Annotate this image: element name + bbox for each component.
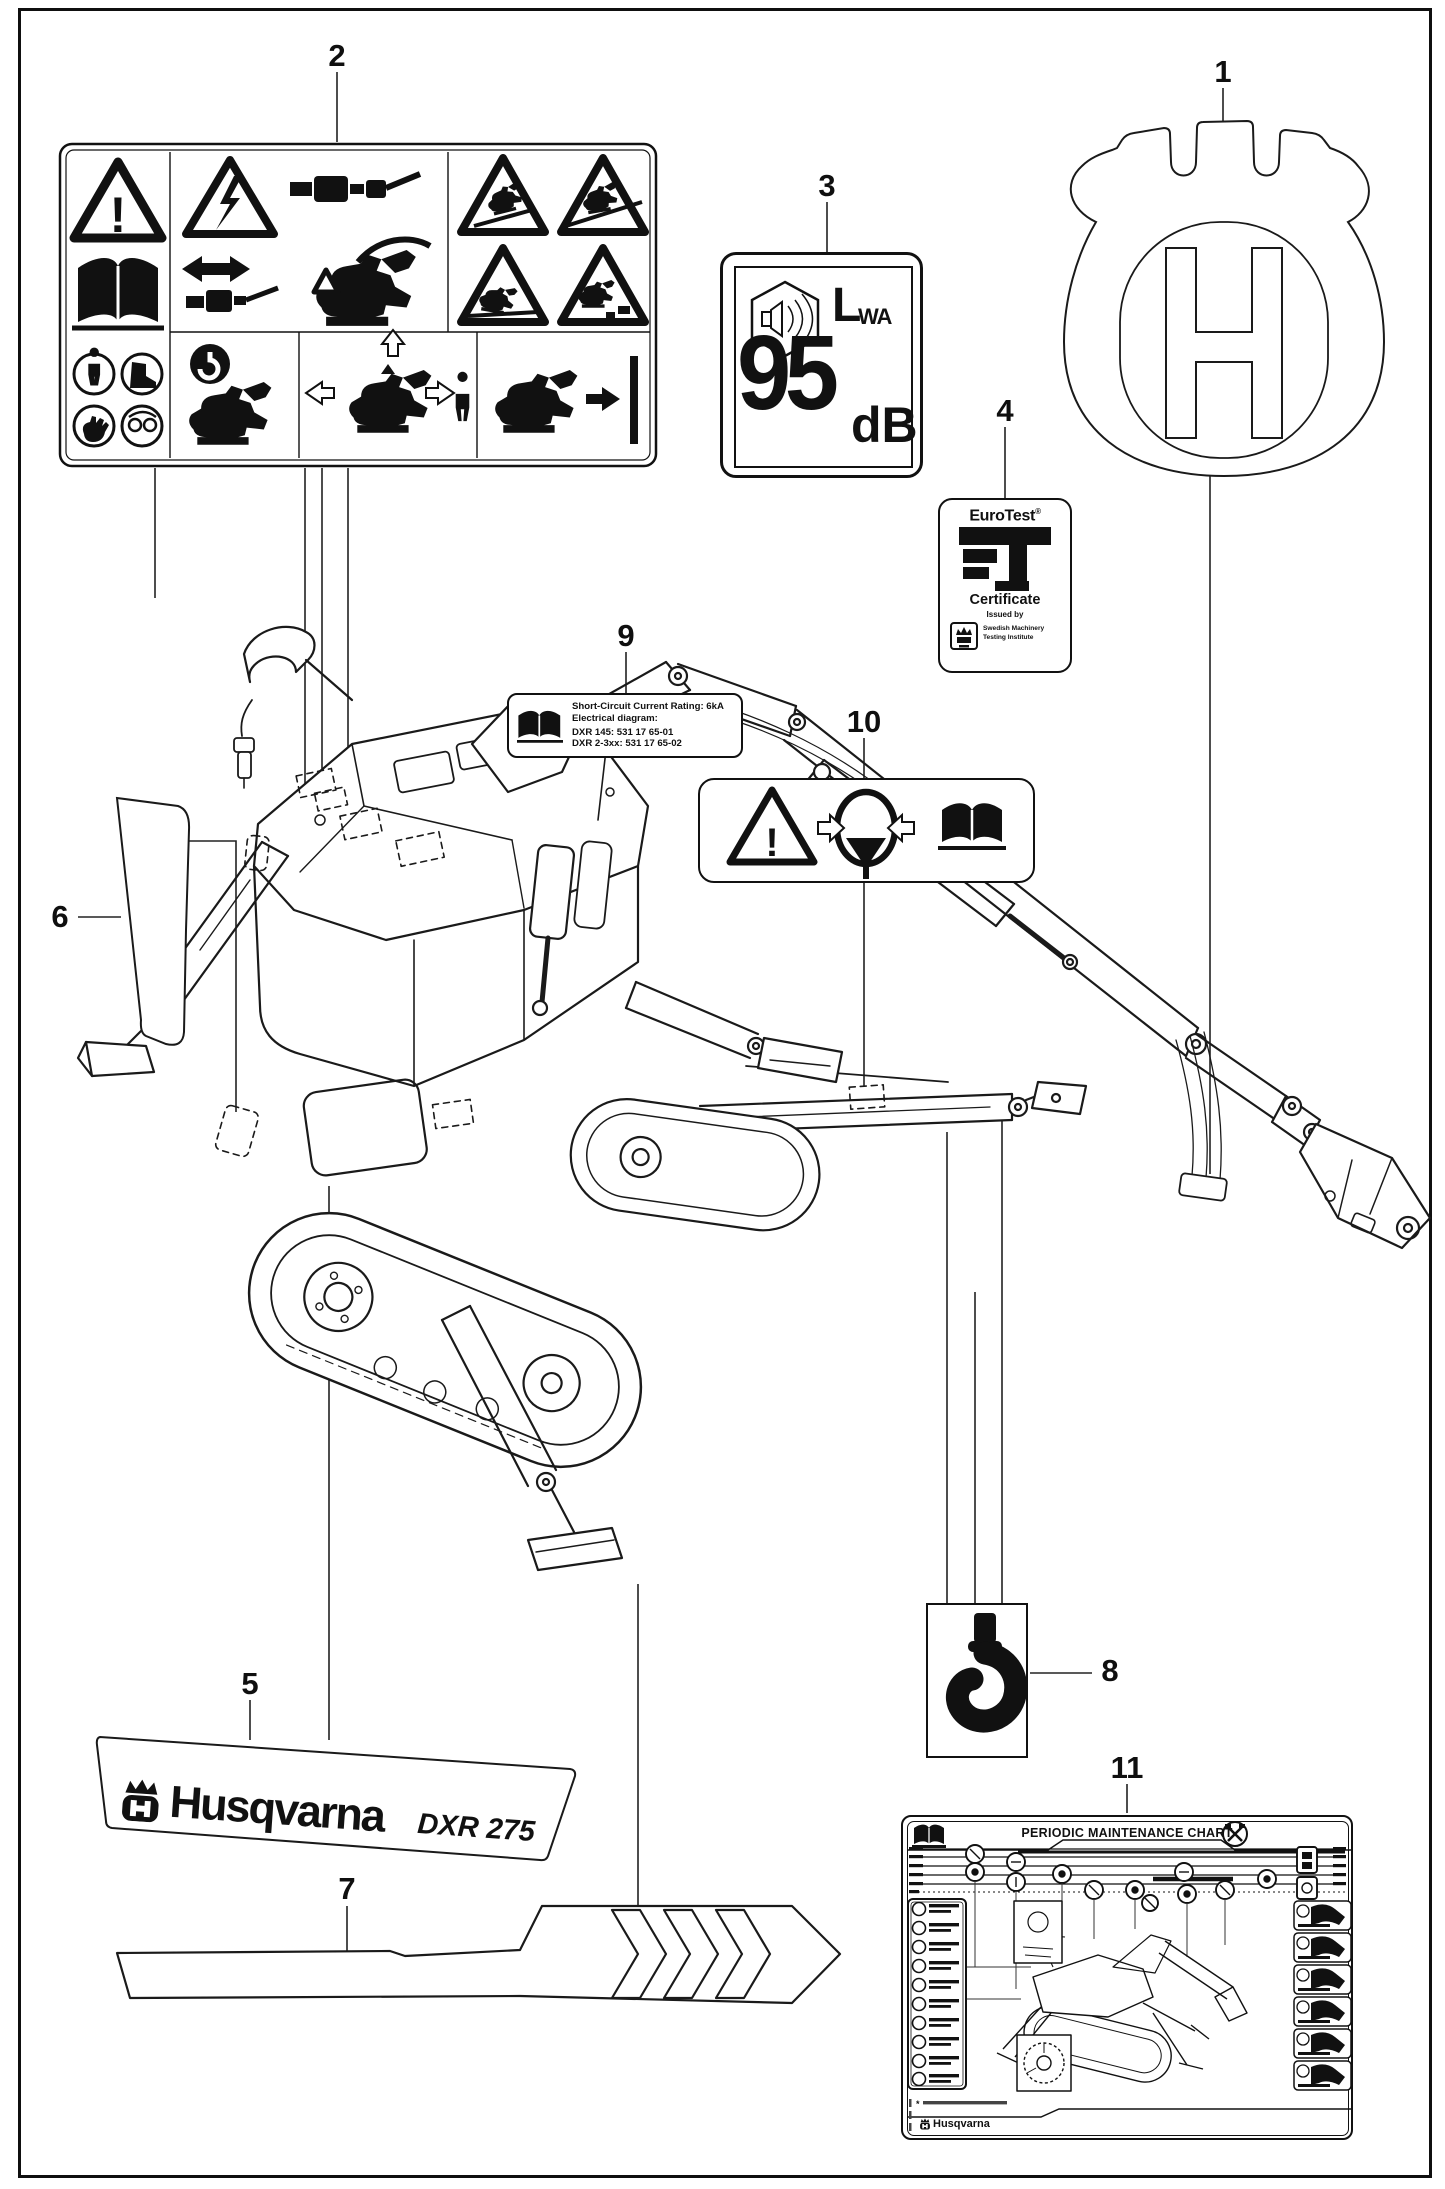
callout-4: 4 [996,393,1014,428]
front-right-outrigger [626,982,842,1082]
issued-by-text: Issued by [986,610,1024,620]
model-number: DXR 275 [416,1807,537,1848]
machine-body [254,712,648,1177]
warning-decal-cluster [58,142,658,468]
front-track [225,1189,665,1491]
issuer-name: Swedish Machinery Testing Institute [983,625,1045,641]
maintenance-chart [901,1815,1353,2140]
callout-3: 3 [818,168,836,203]
chevron-decal [117,1906,840,2003]
noise-unit: dB [851,397,918,453]
callout-5: 5 [241,1666,259,1701]
wall-bar-icon [630,356,638,444]
callout-2: 2 [328,38,346,73]
battery-icon [1297,1847,1317,1873]
chart-item-list [908,1899,966,2089]
eurotest-certificate-label [938,498,1072,673]
accumulator-valve-icon [818,792,914,879]
callout-10: 10 [846,704,882,739]
noise-level-label [720,252,923,478]
chart-right-panels [1294,1901,1351,2090]
machine-drawing [78,627,1430,1570]
manual-book-icon [912,1825,946,1848]
noise-value: 95 [737,314,833,432]
svg-text:!: ! [765,821,779,865]
callout-8: 8 [1101,1653,1119,1688]
chart-machine-illustration [997,1901,1247,2091]
maintenance-chart-brand: Husqvarna [919,2118,990,2130]
warning-decal-art [58,142,658,468]
accumulator-warning-label [698,778,1035,883]
certificate-text: Certificate [969,592,1041,609]
eurotest-brand: EuroTest® [969,507,1041,525]
accumulator-label-art [700,780,1032,880]
footer-divider [907,2109,1351,2117]
manual-book-icon [517,706,563,746]
short-circuit-text: Short-Circuit Current Rating: 6kA Electrical diagram: DXR 145: 531 17 65-01 DXR 2-3xx: 531 17 65-02 [572,701,724,750]
maintenance-chart-title: PERIODIC MAINTENANCE CHART [1021,1826,1233,1840]
brand-wordmark: Husqvarna [168,1775,386,1842]
callout-6: 6 [51,899,69,934]
power-plug-icon [234,738,254,752]
crown-h-icon [116,1776,165,1823]
noise-label-inner-frame [734,266,918,468]
registered-mark: ® [1035,507,1041,516]
footnote-mark: * [916,2099,920,2109]
crown-h-icon [919,2118,931,2130]
callout-1: 1 [1214,54,1232,89]
callout-9: 9 [617,618,635,653]
callout-7: 7 [338,1871,356,1906]
svg-text:!: ! [109,187,127,243]
lifting-hook-label [926,1603,1028,1758]
read-manual-icon [72,258,164,328]
short-circuit-label [507,693,743,758]
manual-book-icon [938,803,1006,848]
eurotest-monogram-icon [959,527,1051,591]
side-stripe-decal [117,798,189,1045]
smp-crest-icon [950,622,978,650]
maintenance-chart-art [903,1817,1355,2142]
husqvarna-crown-logo [1064,121,1384,476]
callout-11: 11 [1110,1750,1144,1785]
hook-icon [928,1605,1026,1756]
lwa-text: L [832,279,862,332]
warning-triangle-icon [730,790,814,865]
lwa-subscript: WA [858,304,892,329]
rear-track [564,1092,827,1238]
